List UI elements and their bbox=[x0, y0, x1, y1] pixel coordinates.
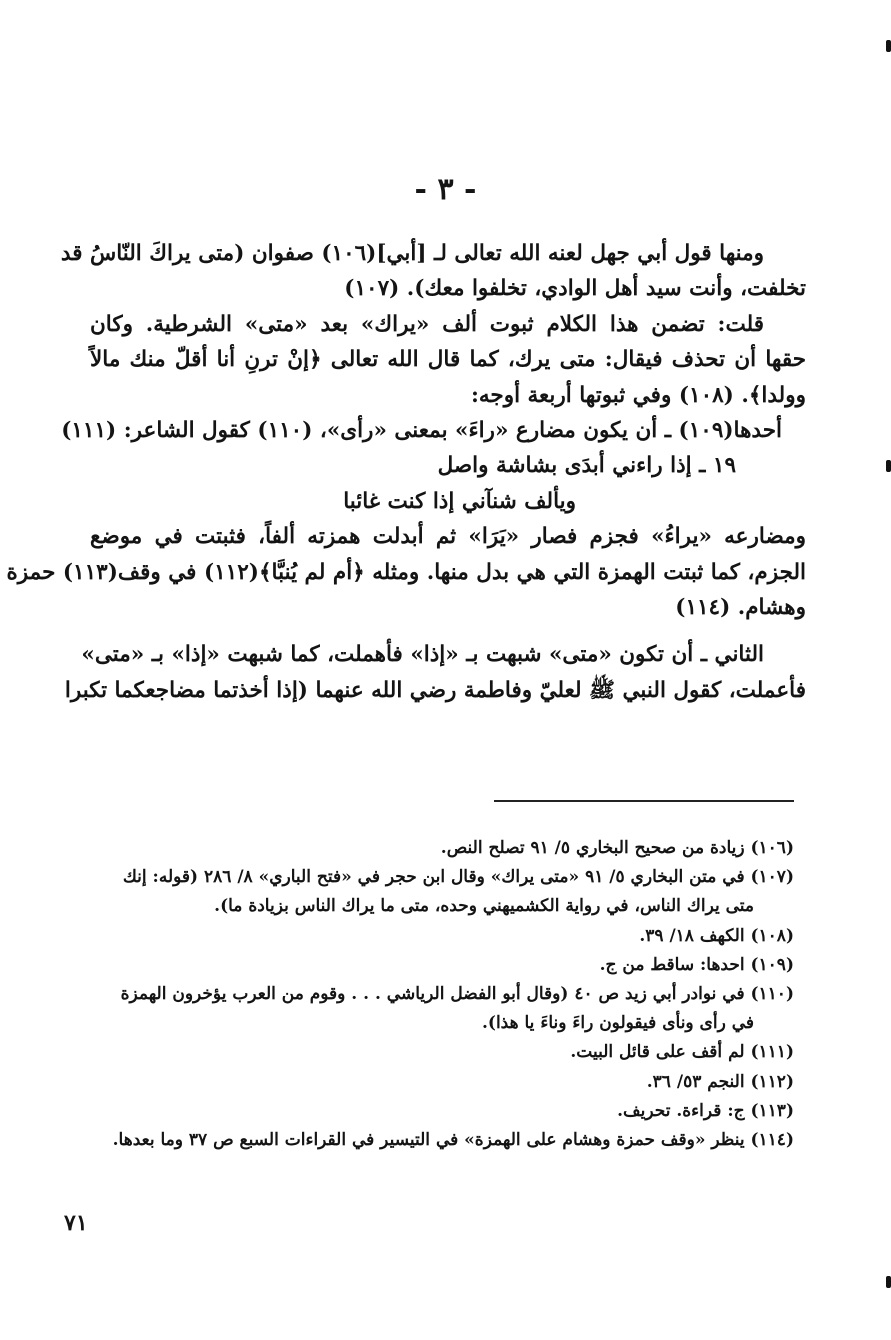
page-number-top: - ٣ - bbox=[414, 172, 477, 207]
scan-edge-mark bbox=[886, 460, 891, 472]
footnote: (١١٤) ينظر «وقف حمزة وهشام على الهمزة» في التيسير في القراءات السبع ص ٣٧ وما بعدها. bbox=[112, 1129, 794, 1150]
footnote-continuation: في رأى ونأى فيقولون راءَ وناءَ يا هذا). bbox=[482, 1013, 754, 1034]
body-line: حقها أن تحذف فيقال: متى يرك، كما قال الله تعالى ﴿إنْ ترنِ أنا أقلّ منك مالاً bbox=[90, 347, 806, 373]
body-line: الجزم، كما ثبتت الهمزة التي هي بدل منها. ومثله ﴿أم لم يُنبَّا﴾(١١٢) في وقف(١١٣) حمزة bbox=[6, 559, 806, 585]
body-line: ومضارعه «يراءُ» فجزم فصار «يَرَا» ثم أبدلت همزته ألفاً، فثبتت في موضع bbox=[90, 524, 806, 550]
footnote: (١٠٧) في متن البخاري ٥/ ٩١ «متى يراك» وقال ابن حجر في «فتح الباري» ٨/ ٢٨٦ (قوله: إنك bbox=[122, 867, 794, 888]
body-line: وولدا﴾. (١٠٨) وفي ثبوتها أربعة أوجه: bbox=[470, 382, 806, 408]
body-line: الثاني ـ أن تكون «متى» شبهت بـ «إذا» فأهملت، كما شبهت «إذا» بـ «متى» bbox=[81, 642, 764, 668]
footnote: (١١١) لم أقف على قائل البيت. bbox=[570, 1042, 794, 1063]
footnote-separator bbox=[494, 800, 794, 802]
verse-first-hemistich: ١٩ ـ إذا راءني أبدَى بشاشة واصل bbox=[437, 453, 736, 479]
footnote: (١١٣) ج: قراءة. تحريف. bbox=[617, 1100, 794, 1121]
footnote: (١١٠) في نوادر أبي زيد ص ٤٠ (وقال أبو الفضل الرياشي . . . وقوم من العرب يؤخرون الهمزة bbox=[120, 983, 794, 1004]
verse-second-hemistich: ويألف شنآني إذا كنت غائبا bbox=[343, 488, 576, 514]
footnotes bbox=[86, 834, 794, 1155]
folio-page-number: ٧١ bbox=[64, 1210, 88, 1236]
scan-edge-mark bbox=[886, 40, 891, 52]
body-line: فأعملت، كقول النبي ﷺ لعليّ وفاطمة رضي الله عنهما (إذا أخذتما مضاجعكما تكبرا bbox=[64, 677, 806, 703]
body-line: تخلفت، وأنت سيد أهل الوادي، تخلفوا معك). (١٠٧) bbox=[344, 276, 806, 302]
footnote-continuation: متى يراك الناس، في رواية الكشميهني وحده، متى ما يراك الناس بزيادة ما). bbox=[214, 896, 754, 917]
paragraph-gap bbox=[90, 625, 806, 637]
main-text bbox=[6, 236, 806, 708]
body-line: ومنها قول أبي جهل لعنه الله تعالى لـ [أبي](١٠٦) صفوان (متى يراكَ النّاسُ قد bbox=[60, 241, 764, 266]
footnote: (١١٢) النجم ٥٣/ ٣٦. bbox=[646, 1071, 794, 1092]
footnote: (١٠٩) احدها: ساقط من ج. bbox=[599, 954, 794, 975]
body-line: أحدها(١٠٩) ـ أن يكون مضارع «راءَ» بمعنى «رأى»، (١١٠) كقول الشاعر: (١١١) bbox=[61, 417, 782, 443]
body-line: قلت: تضمن هذا الكلام ثبوت ألف «يراك» بعد «متى» الشرطية. وكان bbox=[90, 311, 764, 337]
scan-edge-mark bbox=[886, 1276, 891, 1288]
footnote: (١٠٨) الكهف ١٨/ ٣٩. bbox=[639, 925, 794, 946]
footnote: (١٠٦) زيادة من صحيح البخاري ٥/ ٩١ تصلح النص. bbox=[440, 838, 794, 858]
body-line: وهشام. (١١٤) bbox=[675, 594, 806, 620]
